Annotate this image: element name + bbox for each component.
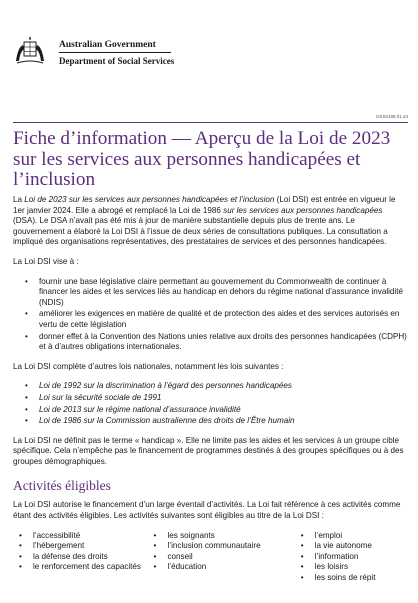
laws-intro: La Loi DSI complète d’autres lois nationales, notamment les lois suivantes : — [13, 361, 284, 371]
document-body — [13, 195, 408, 584]
header-divider — [13, 122, 408, 123]
coat-of-arms-icon — [13, 33, 47, 67]
aims-intro: La Loi DSI vise à : — [13, 256, 79, 266]
list-item: • les soignants — [168, 531, 295, 542]
activities-paragraph: La Loi DSI autorise le financement d’un large éventail d’activités. La Loi fait référence à ces activités comme étant des activités éligibles. Les activités suivantes sont éligibles au titre de la Loi DSI : — [13, 500, 401, 521]
list-item: • l’information — [315, 552, 408, 563]
activities-columns — [13, 531, 408, 584]
list-item: • le renforcement des capacités — [33, 562, 148, 573]
list-item: • l’accessibilité — [33, 531, 148, 542]
list-item: • conseil — [168, 552, 295, 563]
list-item: • les loisirs — [315, 562, 408, 573]
government-logo — [13, 33, 213, 69]
list-item: • donner effet à la Convention des Nations unies relative aux droits des personnes handicapées (CDPH) et à d’autres obligations internationales. — [39, 332, 408, 353]
list-item: • l’hébergement — [33, 541, 148, 552]
section-heading: Activités éligibles — [13, 478, 111, 494]
activities-column-1 — [13, 531, 148, 584]
definition-paragraph: La Loi DSI ne définit pas le terme « handicap ». Elle ne limite pas les aides et les services à un groupe cible spécifique. Cela n’empêche pas le financement de programmes destinés à des groupes spécifiques ou à des groupes démographiques. — [13, 435, 404, 466]
intro-paragraph: La Loi de 2023 sur les services aux personnes handicapées et l’inclusion (Loi DSI) est entrée en vigueur le 1er janvier 2024. Elle a abrogé et remplacé la Loi de 1986 sur les services aux personnes handicapées (DSA). Le DSA n’avait pas été mis à jour de manière substantielle depuis plus de trente ans. Le gouvernement a élaboré la Loi DSI à l’issue de deux séries de consultations publiques. La consultation a impliqué des organisations représentatives, des prestataires de services et des personnes handicapées. — [13, 195, 396, 247]
activities-column-3 — [295, 531, 408, 584]
page-title: Fiche d’information — Aperçu de la Loi de 2023 sur les services aux personnes handicapées et l’inclusion — [13, 128, 391, 190]
list-item: • Loi de 1992 sur la discrimination à l’égard des personnes handicapées — [39, 381, 408, 392]
list-item: • la vie autonome — [315, 541, 408, 552]
department-name: Department of Social Services — [59, 56, 175, 66]
list-item: • fournir une base législative claire permettant au gouvernement du Commonwealth de continuer à financer les aides et les services liés au handicap en dehors du régime national d’assurance invalidité (NDIS) — [39, 277, 408, 309]
laws-list — [13, 381, 408, 426]
list-item: • Loi de 1986 sur la Commission australienne des droits de l’Être humain — [39, 416, 408, 427]
list-item: • la défense des droits — [33, 552, 148, 563]
list-item: • l’éducation — [168, 562, 295, 573]
list-item: • l’inclusion communautaire — [168, 541, 295, 552]
aims-list — [13, 277, 408, 353]
list-item: • Loi de 2013 sur le régime national d’assurance invalidité — [39, 405, 408, 416]
activities-column-2 — [148, 531, 295, 584]
list-item: • les soins de répit — [315, 573, 408, 584]
list-item: • améliorer les exigences en matière de qualité et de protection des aides et des services autorisés en vertu de cette législation — [39, 309, 408, 330]
list-item: • l’emploi — [315, 531, 408, 542]
logo-divider — [59, 52, 171, 53]
document-id: DSS0188.01.24 — [376, 114, 408, 119]
list-item: • Loi sur la sécurité sociale de 1991 — [39, 393, 408, 404]
government-name: Australian Government — [59, 40, 156, 50]
